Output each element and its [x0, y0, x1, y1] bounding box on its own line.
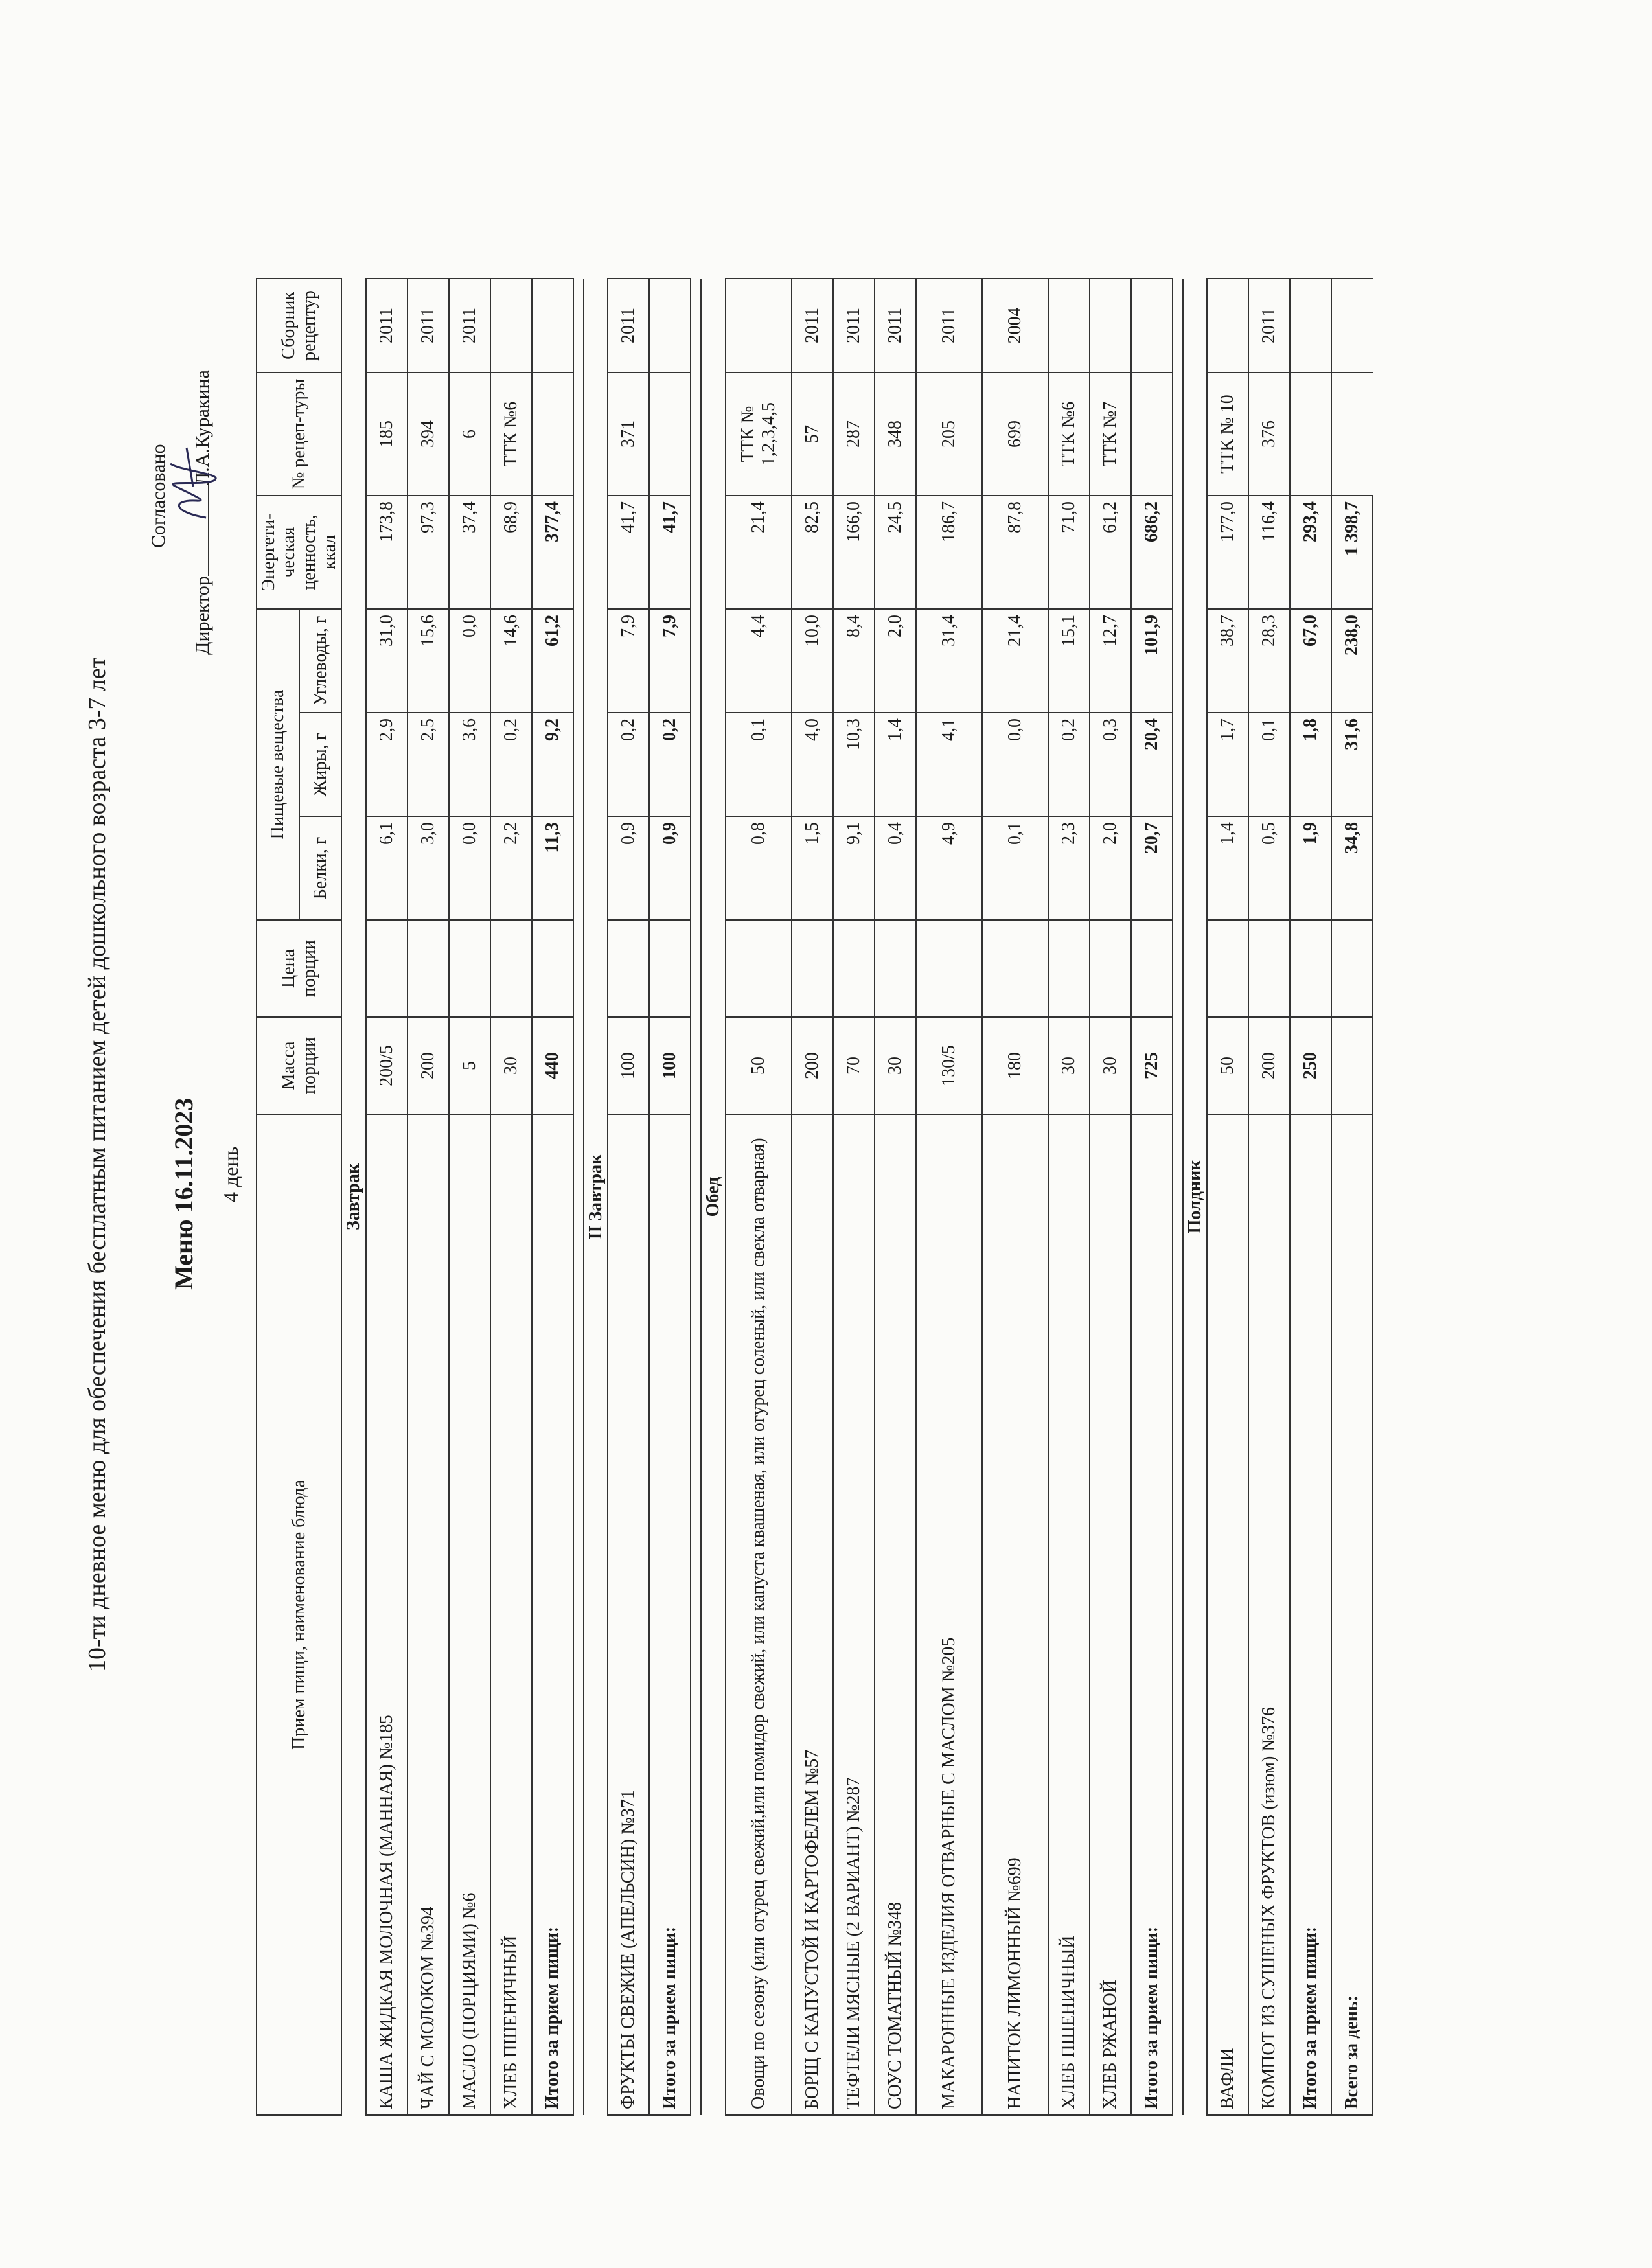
total-row [1290, 279, 1331, 2115]
dish-price [449, 920, 490, 1017]
dish-collection: 2004 [982, 279, 1048, 372]
day-total-energy: 1 398,7 [1331, 496, 1373, 609]
total-price [1131, 920, 1173, 1017]
dish-collection: 2011 [833, 279, 875, 372]
section-second-breakfast [584, 279, 608, 2115]
dish-carbs: 28,3 [1248, 609, 1290, 713]
dish-mass: 50 [726, 1017, 792, 1114]
total-recipe [649, 372, 691, 496]
dish-name: ХЛЕБ ПШЕНИЧНЫЙ [1048, 1114, 1090, 2115]
table-row [726, 279, 792, 2115]
dish-price [1090, 920, 1131, 1017]
dish-fat: 0,2 [490, 713, 532, 816]
col-fat: Жиры, г [299, 713, 342, 816]
dish-name: НАПИТОК ЛИМОННЫЙ №699 [982, 1114, 1048, 2115]
dish-mass: 180 [982, 1017, 1048, 1114]
dish-recipe: 699 [982, 372, 1048, 496]
dish-recipe: ТТК №6 [1048, 372, 1090, 496]
dish-fat: 0,1 [726, 713, 792, 816]
dish-fat: 0,2 [608, 713, 649, 816]
total-protein: 11,3 [532, 816, 573, 920]
section-title: II Завтрак [584, 279, 608, 2115]
dish-mass: 30 [1090, 1017, 1131, 1114]
day-number: 4 день [219, 1146, 242, 1202]
dish-protein: 1,4 [1207, 816, 1248, 920]
dish-protein: 9,1 [833, 816, 875, 920]
dish-name: ВАФЛИ [1207, 1114, 1248, 2115]
day-total-fat: 31,6 [1331, 713, 1373, 816]
total-mass: 100 [649, 1017, 691, 1114]
dish-carbs: 21,4 [982, 609, 1048, 713]
total-recipe [532, 372, 573, 496]
dish-name: БОРЩ С КАПУСТОЙ И КАРТОФЕЛЕМ №57 [792, 1114, 833, 2115]
dish-energy: 61,2 [1090, 496, 1131, 609]
total-collection [1290, 279, 1331, 372]
dish-carbs: 2,0 [875, 609, 916, 713]
total-protein: 0,9 [649, 816, 691, 920]
dish-recipe: 287 [833, 372, 875, 496]
dish-recipe: 57 [792, 372, 833, 496]
dish-carbs: 4,4 [726, 609, 792, 713]
dish-collection [490, 279, 532, 372]
dish-fat: 10,3 [833, 713, 875, 816]
dish-protein: 0,4 [875, 816, 916, 920]
dish-energy: 97,3 [407, 496, 449, 609]
col-protein: Белки, г [299, 816, 342, 920]
menu-date: Меню 16.11.2023 [169, 1097, 198, 1290]
section-title: Полдник [1183, 279, 1207, 2115]
dish-name: ЧАЙ С МОЛОКОМ №394 [407, 1114, 449, 2115]
dish-recipe: 185 [366, 372, 407, 496]
director-name: Л.А.Куракина [192, 370, 213, 486]
dish-fat: 4,0 [792, 713, 833, 816]
total-collection [649, 279, 691, 372]
dish-collection [1048, 279, 1090, 372]
dish-mass: 70 [833, 1017, 875, 1114]
dish-energy: 173,8 [366, 496, 407, 609]
dish-recipe: 376 [1248, 372, 1290, 496]
dish-energy: 177,0 [1207, 496, 1248, 609]
day-total-label: Всего за день: [1331, 1114, 1373, 2115]
total-fat: 1,8 [1290, 713, 1331, 816]
dish-price [407, 920, 449, 1017]
director-label: Директор [192, 576, 213, 655]
dish-carbs: 7,9 [608, 609, 649, 713]
total-recipe [1131, 372, 1173, 496]
table-row [916, 279, 982, 2115]
dish-carbs: 0,0 [449, 609, 490, 713]
dish-recipe: 205 [916, 372, 982, 496]
dish-price [1048, 920, 1090, 1017]
dish-name: КАША ЖИДКАЯ МОЛОЧНАЯ (МАННАЯ) №185 [366, 1114, 407, 2115]
dish-energy: 166,0 [833, 496, 875, 609]
dish-name: ХЛЕБ РЖАНОЙ [1090, 1114, 1131, 2115]
dish-fat: 2,5 [407, 713, 449, 816]
dish-protein: 6,1 [366, 816, 407, 920]
table-row [1207, 279, 1248, 2115]
dish-protein: 2,2 [490, 816, 532, 920]
table-row [982, 279, 1048, 2115]
spacer-row [573, 279, 584, 2115]
dish-fat: 0,0 [982, 713, 1048, 816]
dish-energy: 71,0 [1048, 496, 1090, 609]
spacer [573, 279, 584, 2115]
dish-fat: 1,4 [875, 713, 916, 816]
col-collection: Сборник рецептур [257, 279, 341, 372]
day-total-price [1331, 920, 1373, 1017]
col-price: Цена порции [257, 920, 341, 1017]
dish-mass: 200/5 [366, 1017, 407, 1114]
dish-protein: 3,0 [407, 816, 449, 920]
table-row [407, 279, 449, 2115]
dish-collection: 2011 [608, 279, 649, 372]
dish-recipe: 394 [407, 372, 449, 496]
dish-name: ТЕФТЕЛИ МЯСНЫЕ (2 ВАРИАНТ) №287 [833, 1114, 875, 2115]
table-row [1090, 279, 1131, 2115]
total-carbs: 67,0 [1290, 609, 1331, 713]
col-recipe: № рецеп-туры [257, 372, 341, 496]
col-carbs: Углеводы, г [299, 609, 342, 713]
table-row [366, 279, 407, 2115]
total-energy: 41,7 [649, 496, 691, 609]
total-carbs: 7,9 [649, 609, 691, 713]
dish-energy: 68,9 [490, 496, 532, 609]
dish-collection [726, 279, 792, 372]
dish-recipe: ТТК № 10 [1207, 372, 1248, 496]
dish-carbs: 15,6 [407, 609, 449, 713]
total-collection [1131, 279, 1173, 372]
dish-collection: 2011 [449, 279, 490, 372]
section-snack [1183, 279, 1207, 2115]
dish-price [916, 920, 982, 1017]
table-row [1048, 279, 1090, 2115]
dish-protein: 0,0 [449, 816, 490, 920]
dish-protein: 1,5 [792, 816, 833, 920]
dish-mass: 30 [875, 1017, 916, 1114]
table-row [792, 279, 833, 2115]
total-price [532, 920, 573, 1017]
dish-carbs: 31,0 [366, 609, 407, 713]
dish-price [1207, 920, 1248, 1017]
dish-energy: 186,7 [916, 496, 982, 609]
section-title: Обед [701, 279, 725, 2115]
menu-table [256, 278, 1373, 2116]
total-label: Итого за прием пищи: [1131, 1114, 1173, 2115]
total-row [532, 279, 573, 2115]
approval-label: Согласовано [148, 444, 169, 548]
total-label: Итого за прием пищи: [649, 1114, 691, 2115]
dish-mass: 100 [608, 1017, 649, 1114]
document-title: 10-ти дневное меню для обеспечения бесплатным питанием детей дошкольного возраста 3-7 лет [84, 657, 111, 1672]
dish-recipe: ТТК №7 [1090, 372, 1131, 496]
spacer [1173, 279, 1183, 2115]
dish-name: СОУС ТОМАТНЫЙ №348 [875, 1114, 916, 2115]
total-recipe [1290, 372, 1331, 496]
dish-fat: 3,6 [449, 713, 490, 816]
dish-mass: 30 [490, 1017, 532, 1114]
total-protein: 20,7 [1131, 816, 1173, 920]
day-total-carbs: 238,0 [1331, 609, 1373, 713]
dish-energy: 82,5 [792, 496, 833, 609]
total-energy: 377,4 [532, 496, 573, 609]
day-total-collection [1331, 279, 1373, 372]
col-nutrients: Пищевые вещества [257, 609, 299, 920]
dish-mass: 5 [449, 1017, 490, 1114]
table-row [833, 279, 875, 2115]
total-fat: 0,2 [649, 713, 691, 816]
section-lunch [701, 279, 725, 2115]
dish-protein: 0,1 [982, 816, 1048, 920]
dish-recipe: ТТК №6 [490, 372, 532, 496]
table-row [875, 279, 916, 2115]
dish-energy: 24,5 [875, 496, 916, 609]
dish-price [366, 920, 407, 1017]
spacer-row [1173, 279, 1183, 2115]
total-collection [532, 279, 573, 372]
dish-mass: 200 [1248, 1017, 1290, 1114]
dish-mass: 30 [1048, 1017, 1090, 1114]
dish-collection: 2011 [1248, 279, 1290, 372]
dish-price [792, 920, 833, 1017]
header-row [257, 279, 299, 2115]
dish-energy: 37,4 [449, 496, 490, 609]
col-name: Прием пищи, наименование блюда [257, 1114, 341, 2115]
dish-protein: 2,0 [1090, 816, 1131, 920]
dish-fat: 2,9 [366, 713, 407, 816]
dish-energy: 116,4 [1248, 496, 1290, 609]
dish-price [490, 920, 532, 1017]
dish-price [875, 920, 916, 1017]
dish-carbs: 10,0 [792, 609, 833, 713]
dish-fat: 0,1 [1248, 713, 1290, 816]
spacer [691, 279, 701, 2115]
dish-price [982, 920, 1048, 1017]
dish-collection: 2011 [407, 279, 449, 372]
dish-collection [1207, 279, 1248, 372]
total-carbs: 61,2 [532, 609, 573, 713]
dish-protein: 4,9 [916, 816, 982, 920]
spacer-row [691, 279, 701, 2115]
total-label: Итого за прием пищи: [532, 1114, 573, 2115]
dish-carbs: 12,7 [1090, 609, 1131, 713]
total-energy: 686,2 [1131, 496, 1173, 609]
dish-collection: 2011 [916, 279, 982, 372]
day-total-mass [1331, 1017, 1373, 1114]
total-row [649, 279, 691, 2115]
total-price [1290, 920, 1331, 1017]
dish-fat: 0,3 [1090, 713, 1131, 816]
dish-name: ФРУКТЫ СВЕЖИЕ (АПЕЛЬСИН) №371 [608, 1114, 649, 2115]
day-total-row [1331, 279, 1373, 2115]
section-breakfast [341, 279, 365, 2115]
dish-protein: 0,8 [726, 816, 792, 920]
total-fat: 20,4 [1131, 713, 1173, 816]
table-row [490, 279, 532, 2115]
dish-name: МАСЛО (ПОРЦИЯМИ) №6 [449, 1114, 490, 2115]
day-total-recipe [1331, 372, 1373, 496]
table-row [608, 279, 649, 2115]
dish-protein: 0,9 [608, 816, 649, 920]
dish-name: ХЛЕБ ПШЕНИЧНЫЙ [490, 1114, 532, 2115]
dish-protein: 2,3 [1048, 816, 1090, 920]
dish-price [833, 920, 875, 1017]
dish-collection: 2011 [875, 279, 916, 372]
total-price [649, 920, 691, 1017]
dish-collection [1090, 279, 1131, 372]
total-mass: 250 [1290, 1017, 1331, 1114]
dish-fat: 1,7 [1207, 713, 1248, 816]
dish-name: МАКАРОННЫЕ ИЗДЕЛИЯ ОТВАРНЫЕ С МАСЛОМ №205 [916, 1114, 982, 2115]
total-fat: 9,2 [532, 713, 573, 816]
total-protein: 1,9 [1290, 816, 1331, 920]
total-mass: 440 [532, 1017, 573, 1114]
total-row [1131, 279, 1173, 2115]
dish-recipe: 371 [608, 372, 649, 496]
signature-icon [161, 435, 225, 525]
dish-recipe: 6 [449, 372, 490, 496]
total-label: Итого за прием пищи: [1290, 1114, 1331, 2115]
dish-protein: 0,5 [1248, 816, 1290, 920]
table-row [449, 279, 490, 2115]
section-title: Завтрак [341, 279, 365, 2115]
col-energy: Энергети-ческая ценность, ккал [257, 496, 341, 609]
dish-carbs: 31,4 [916, 609, 982, 713]
day-total-protein: 34,8 [1331, 816, 1373, 920]
dish-recipe: ТТК № 1,2,3,4,5 [726, 372, 792, 496]
total-carbs: 101,9 [1131, 609, 1173, 713]
table-row [1248, 279, 1290, 2115]
col-mass: Масса порции [257, 1017, 341, 1114]
dish-energy: 41,7 [608, 496, 649, 609]
dish-mass: 130/5 [916, 1017, 982, 1114]
dish-fat: 4,1 [916, 713, 982, 816]
dish-price [1248, 920, 1290, 1017]
dish-energy: 21,4 [726, 496, 792, 609]
dish-mass: 50 [1207, 1017, 1248, 1114]
dish-price [608, 920, 649, 1017]
dish-mass: 200 [792, 1017, 833, 1114]
dish-energy: 87,8 [982, 496, 1048, 609]
total-mass: 725 [1131, 1017, 1173, 1114]
dish-name: Овощи по сезону (или огурец свежий,или помидор свежий, или капуста квашеная, или огурец соленый, или свекла отварная) [726, 1114, 792, 2115]
dish-fat: 0,2 [1048, 713, 1090, 816]
dish-price [726, 920, 792, 1017]
dish-recipe: 348 [875, 372, 916, 496]
dish-carbs: 8,4 [833, 609, 875, 713]
dish-mass: 200 [407, 1017, 449, 1114]
dish-collection: 2011 [792, 279, 833, 372]
dish-name: КОМПОТ ИЗ СУШЕНЫХ ФРУКТОВ (изюм) №376 [1248, 1114, 1290, 2115]
dish-carbs: 14,6 [490, 609, 532, 713]
dish-collection: 2011 [366, 279, 407, 372]
dish-carbs: 15,1 [1048, 609, 1090, 713]
dish-carbs: 38,7 [1207, 609, 1248, 713]
total-energy: 293,4 [1290, 496, 1331, 609]
